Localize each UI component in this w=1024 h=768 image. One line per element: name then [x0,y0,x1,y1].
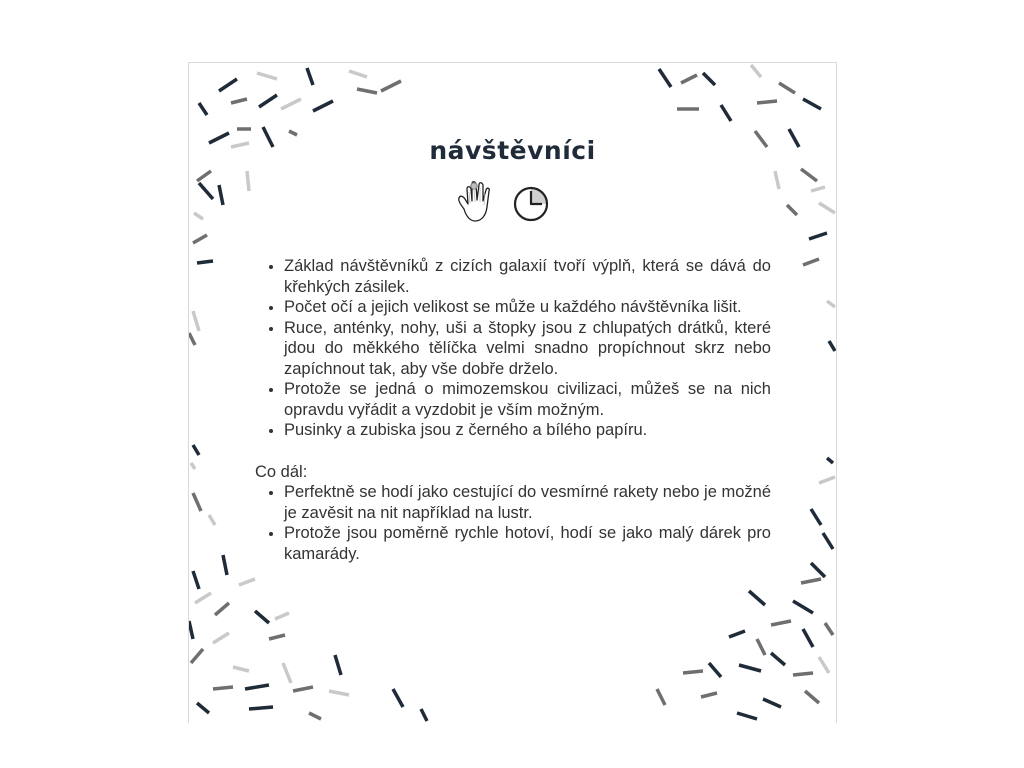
hand-icon [455,179,501,227]
clock-icon [511,184,551,224]
list-item: • Počet očí a jejich velikost se může u každého návštěvníka lišit. [284,297,771,318]
page-title: návštěvníci [429,136,596,165]
confetti-middle-right [811,458,835,549]
description-list [255,256,771,441]
instructions-text [255,256,771,564]
document-page [188,62,837,723]
list-item: • Pusinky a zubiska jsou z černého a bílého papíru. [284,420,771,441]
list-item: • Základ návštěvníků z cizích galaxií tvoří výplň, která se dává do křehkých zásilek. [284,256,771,297]
next-list [255,482,771,564]
list-item: • Perfektně se hodí jako cestující do vesmírné rakety nebo je možné je zavěsit na nit například na lustr. [284,482,771,523]
list-item: • Ruce, anténky, nohy, uši a štopky jsou z chlupatých drátků, které jdou do měkkého tělíčka velmi snadno propíchnout skrz nebo zapíchnout tak, aby vše dobře drželo. [284,318,771,380]
confetti-bottom-left [189,555,427,721]
list-item: • Protože se jedná o mimozemskou civilizaci, můžeš se na nich opravdu vyřádit a vyzdobit je vším možným. [284,379,771,420]
list-item: • Protože jsou poměrně rychle hotoví, hodí se jako malý dárek pro kamarády. [284,523,771,564]
confetti-middle-left [191,445,215,525]
confetti-bottom-right [657,563,833,719]
activity-icons [455,179,555,227]
next-heading: Co dál: [255,462,308,481]
